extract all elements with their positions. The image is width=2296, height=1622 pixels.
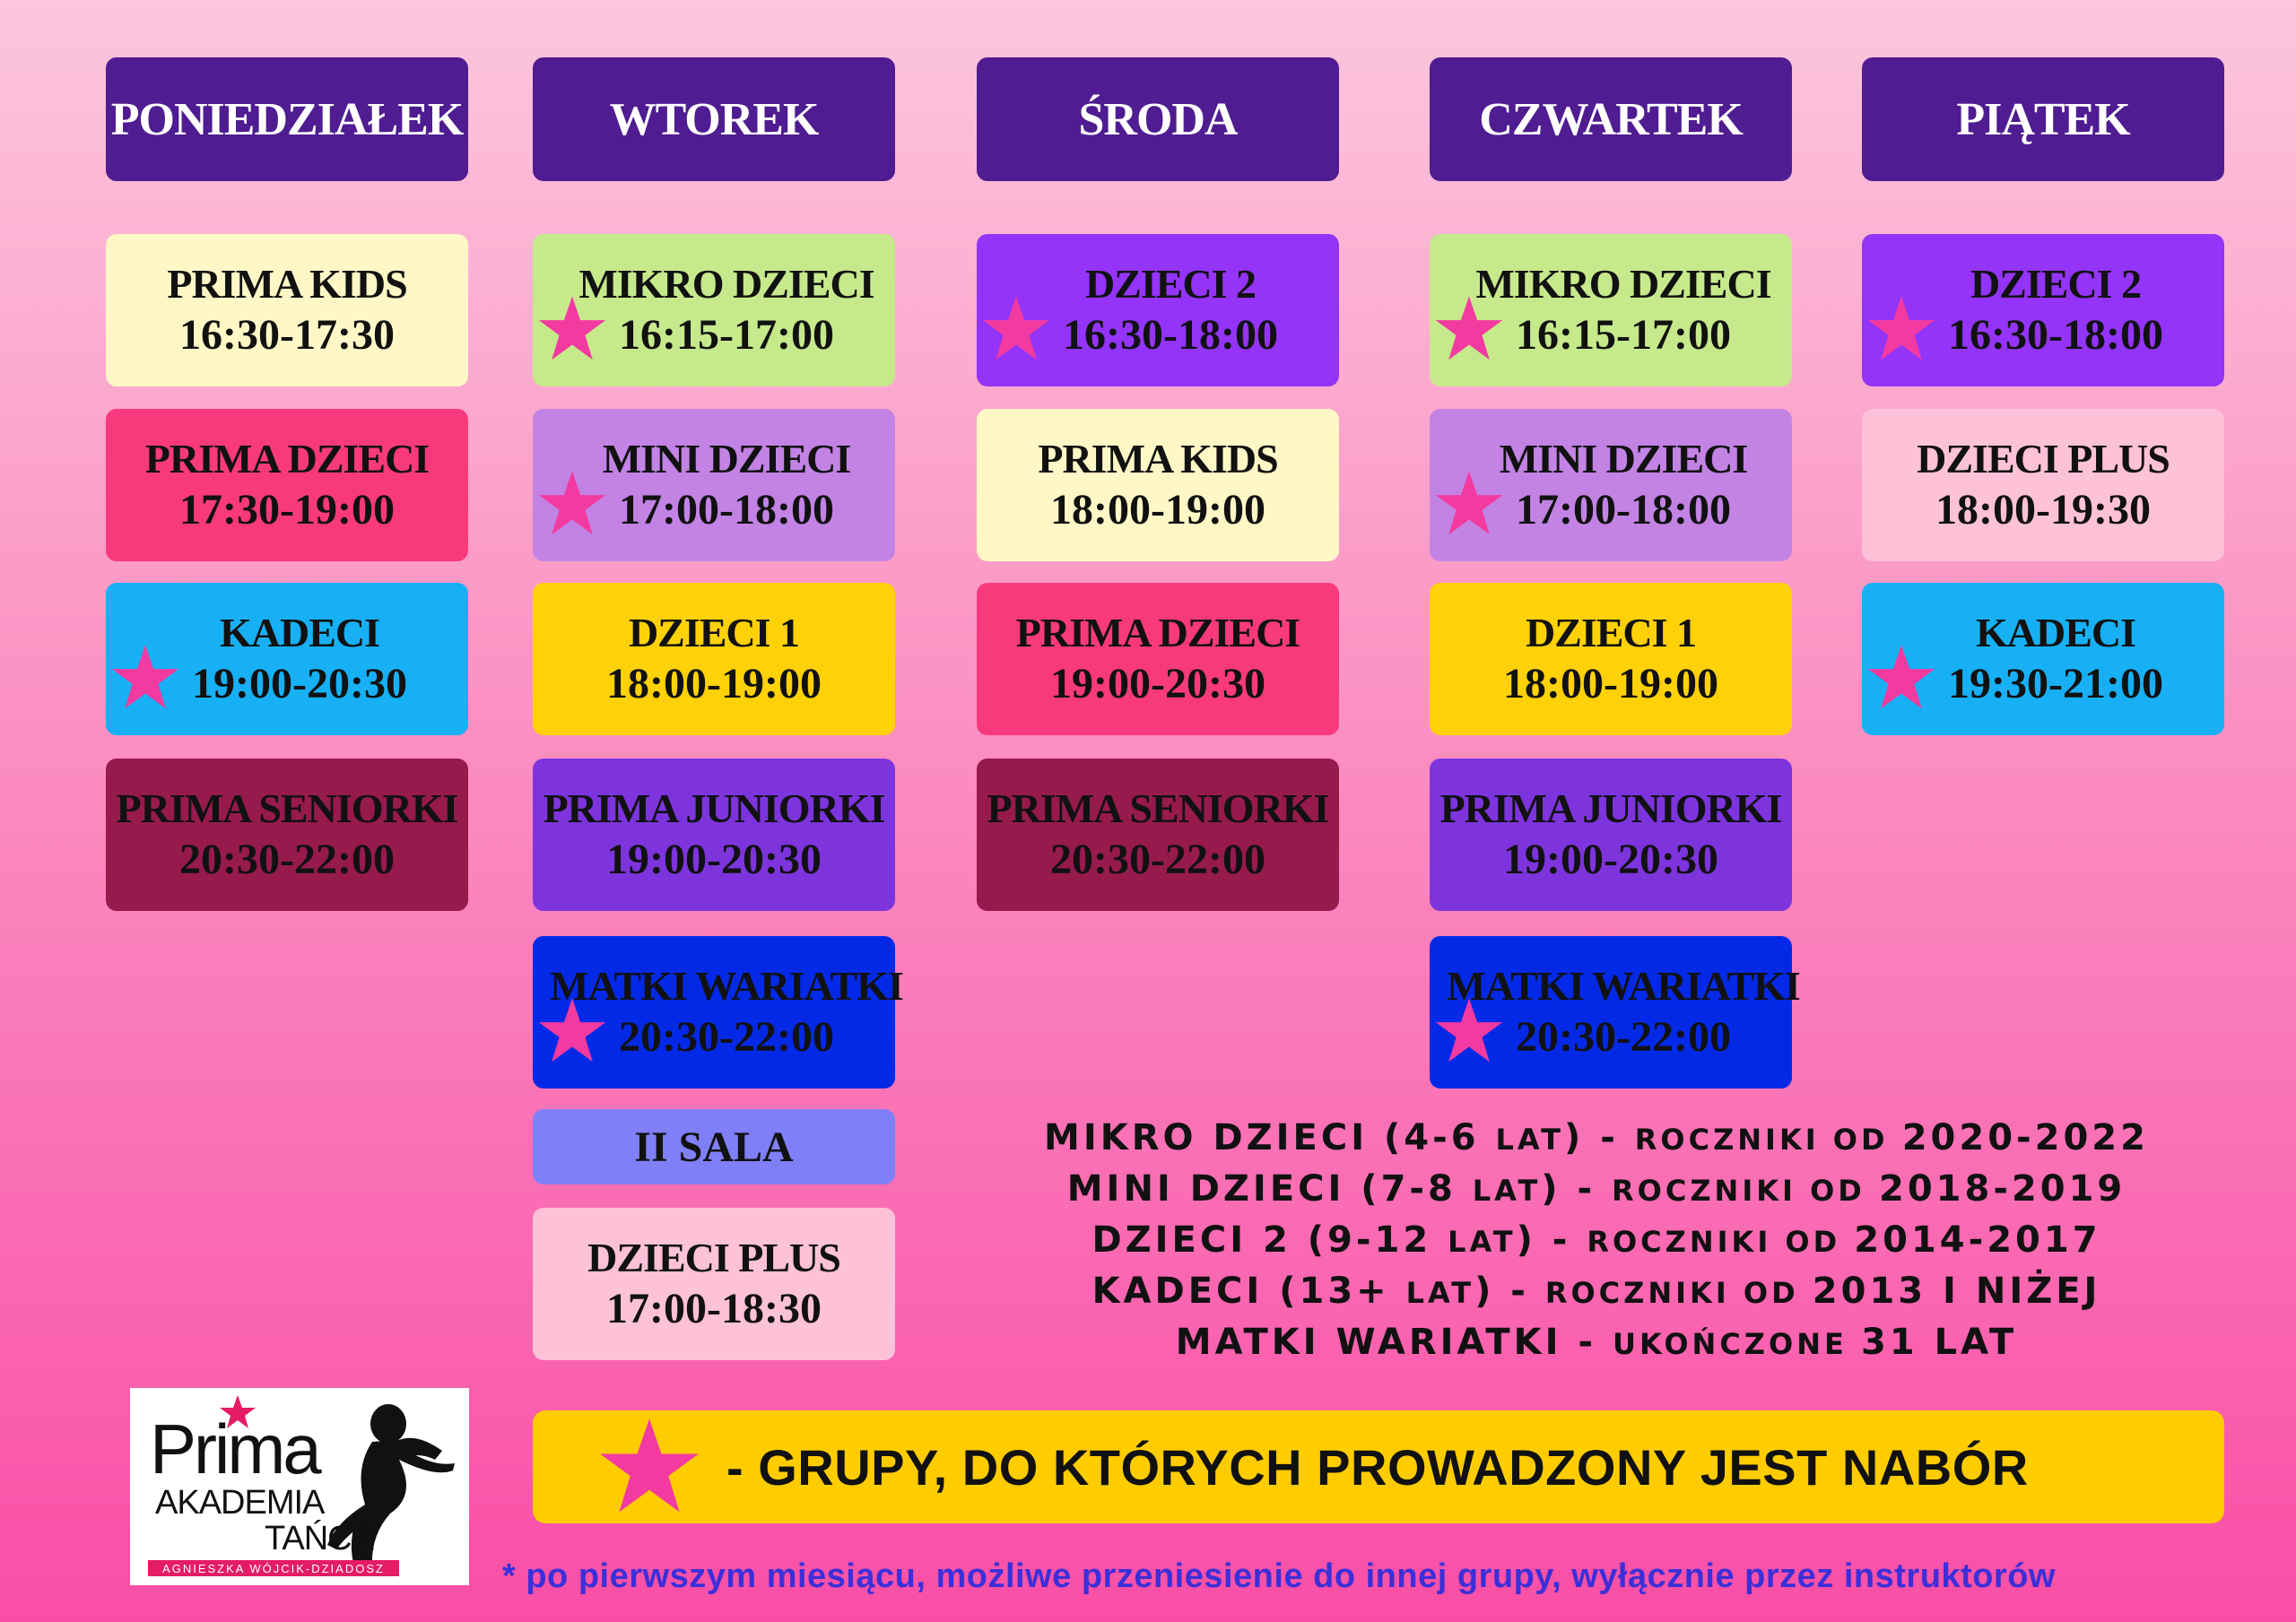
star-icon xyxy=(538,295,606,363)
class-time: 18:00-19:00 xyxy=(606,660,822,707)
class-slot xyxy=(1862,409,2224,561)
class-slot xyxy=(533,234,895,386)
class-name: DZIECI 2 xyxy=(1084,261,1257,307)
age-info-line: MIKRO DZIECI (4-6 LAT) - ROCZNIKI OD 2020-2022 xyxy=(1044,1117,2149,1158)
class-time: 20:30-22:00 xyxy=(619,1013,834,1061)
class-name: PRIMA DZIECI xyxy=(144,436,430,481)
class-slot xyxy=(1430,583,1792,735)
star-icon xyxy=(1435,997,1503,1065)
class-time: 20:30-22:00 xyxy=(1516,1013,1731,1061)
class-slot xyxy=(533,936,903,1089)
class-time: 16:15-17:00 xyxy=(1516,311,1731,359)
star-icon xyxy=(1867,295,1935,363)
day-header-sroda: ŚRODA xyxy=(977,57,1339,181)
star-icon xyxy=(1435,470,1503,538)
class-time: 17:00-18:00 xyxy=(1516,486,1731,533)
class-time: 19:00-20:30 xyxy=(1503,836,1718,883)
prima-logo-graphic xyxy=(130,1388,469,1585)
star-icon xyxy=(1435,295,1503,363)
class-name: PRIMA JUNIORKI xyxy=(543,785,885,831)
class-slot xyxy=(1862,234,2224,386)
class-time: 19:00-20:30 xyxy=(606,836,822,883)
legend-text: - GRUPY, DO KTÓRYCH PROWADZONY JEST NABÓR xyxy=(726,1438,2029,1496)
day-header-czwartek: CZWARTEK xyxy=(1430,57,1792,181)
class-slot xyxy=(533,1208,895,1360)
age-info xyxy=(942,1114,2251,1369)
star-icon xyxy=(538,470,606,538)
class-name: DZIECI PLUS xyxy=(587,1235,840,1280)
class-name: DZIECI 1 xyxy=(628,610,800,655)
class-name: PRIMA SENIORKI xyxy=(116,785,458,831)
day-header-poniedzialek: PONIEDZIAŁEK xyxy=(106,57,468,181)
class-name: DZIECI 1 xyxy=(1525,610,1697,655)
prima-logo xyxy=(130,1388,469,1585)
class-name: PRIMA DZIECI xyxy=(1015,610,1300,655)
class-slot xyxy=(1430,759,1792,911)
logo-line1: AKADEMIA xyxy=(155,1484,325,1522)
star-icon xyxy=(538,997,606,1065)
day-header-wtorek: WTOREK xyxy=(533,57,895,181)
age-info-line: MINI DZIECI (7-8 LAT) - ROCZNIKI OD 2018-2019 xyxy=(1066,1168,2126,1210)
class-name: MIKRO DZIECI xyxy=(1475,261,1771,307)
class-slot xyxy=(1430,409,1792,561)
class-slot xyxy=(977,409,1339,561)
class-name: MINI DZIECI xyxy=(1499,436,1748,481)
class-slot xyxy=(106,759,468,911)
class-slot xyxy=(106,409,468,561)
star-icon xyxy=(599,1417,700,1517)
class-time: 16:30-18:00 xyxy=(1948,311,2163,359)
class-slot xyxy=(533,409,895,561)
logo-brand: Prima xyxy=(150,1409,319,1488)
class-name: PRIMA KIDS xyxy=(167,261,407,307)
class-slot xyxy=(1430,234,1792,386)
class-time: 16:30-17:30 xyxy=(179,311,395,359)
class-slot xyxy=(977,234,1339,386)
class-name: PRIMA SENIORKI xyxy=(987,785,1329,831)
class-time: 19:00-20:30 xyxy=(192,660,407,707)
class-slot xyxy=(533,759,895,911)
day-header-piatek: PIĄTEK xyxy=(1862,57,2224,181)
star-icon xyxy=(1867,644,1935,712)
class-time: 18:00-19:00 xyxy=(1503,660,1718,707)
class-time: 17:30-19:00 xyxy=(179,486,395,533)
age-info-line: KADECI (13+ LAT) - ROCZNIKI OD 2013 I NIŻEJ xyxy=(1091,1271,2101,1312)
star-icon xyxy=(111,644,179,712)
class-time: 17:00-18:00 xyxy=(619,486,834,533)
footnote: * po pierwszym miesiącu, możliwe przeniesienie do innej grupy, wyłącznie przez instruktorów xyxy=(502,1557,2056,1595)
class-time: 16:30-18:00 xyxy=(1063,311,1278,359)
class-name: PRIMA JUNIORKI xyxy=(1439,785,1782,831)
class-slot xyxy=(1430,936,1800,1089)
class-slot xyxy=(106,583,468,735)
class-time: 17:00-18:30 xyxy=(606,1285,822,1332)
class-time: 18:00-19:30 xyxy=(1935,486,2151,533)
class-time: 18:00-19:00 xyxy=(1050,486,1265,533)
class-time: 16:15-17:00 xyxy=(619,311,834,359)
age-info-line: DZIECI 2 (9-12 LAT) - ROCZNIKI OD 2014-2017 xyxy=(1091,1219,2101,1261)
class-slot xyxy=(1862,583,2224,735)
class-slot xyxy=(977,759,1339,911)
legend-banner xyxy=(533,1410,2224,1523)
class-time: 20:30-22:00 xyxy=(179,836,395,883)
class-time: 19:00-20:30 xyxy=(1050,660,1265,707)
class-name: MATKI WARIATKI xyxy=(550,963,903,1009)
class-name: MATKI WARIATKI xyxy=(1447,963,1800,1009)
class-time: 20:30-22:00 xyxy=(1050,836,1265,883)
age-info-line: MATKI WARIATKI - UKOŃCZONE 31 LAT xyxy=(1175,1322,2018,1363)
class-name: DZIECI 2 xyxy=(1970,261,2142,307)
class-name: DZIECI PLUS xyxy=(1917,436,2170,481)
logo-owner: AGNIESZKA WÓJCIK-DZIADOSZ xyxy=(162,1562,385,1575)
class-time: 19:30-21:00 xyxy=(1948,660,2163,707)
class-slot xyxy=(533,583,895,735)
second-room-label: II SALA xyxy=(533,1109,895,1184)
star-icon xyxy=(982,295,1050,363)
class-slot xyxy=(106,234,468,386)
logo-line2: TAŃCA xyxy=(265,1520,373,1557)
class-slot xyxy=(977,583,1339,735)
class-name: KADECI xyxy=(219,610,380,655)
class-name: MIKRO DZIECI xyxy=(578,261,874,307)
class-name: KADECI xyxy=(1975,610,2136,655)
class-name: MINI DZIECI xyxy=(602,436,851,481)
class-name: PRIMA KIDS xyxy=(1038,436,1278,481)
